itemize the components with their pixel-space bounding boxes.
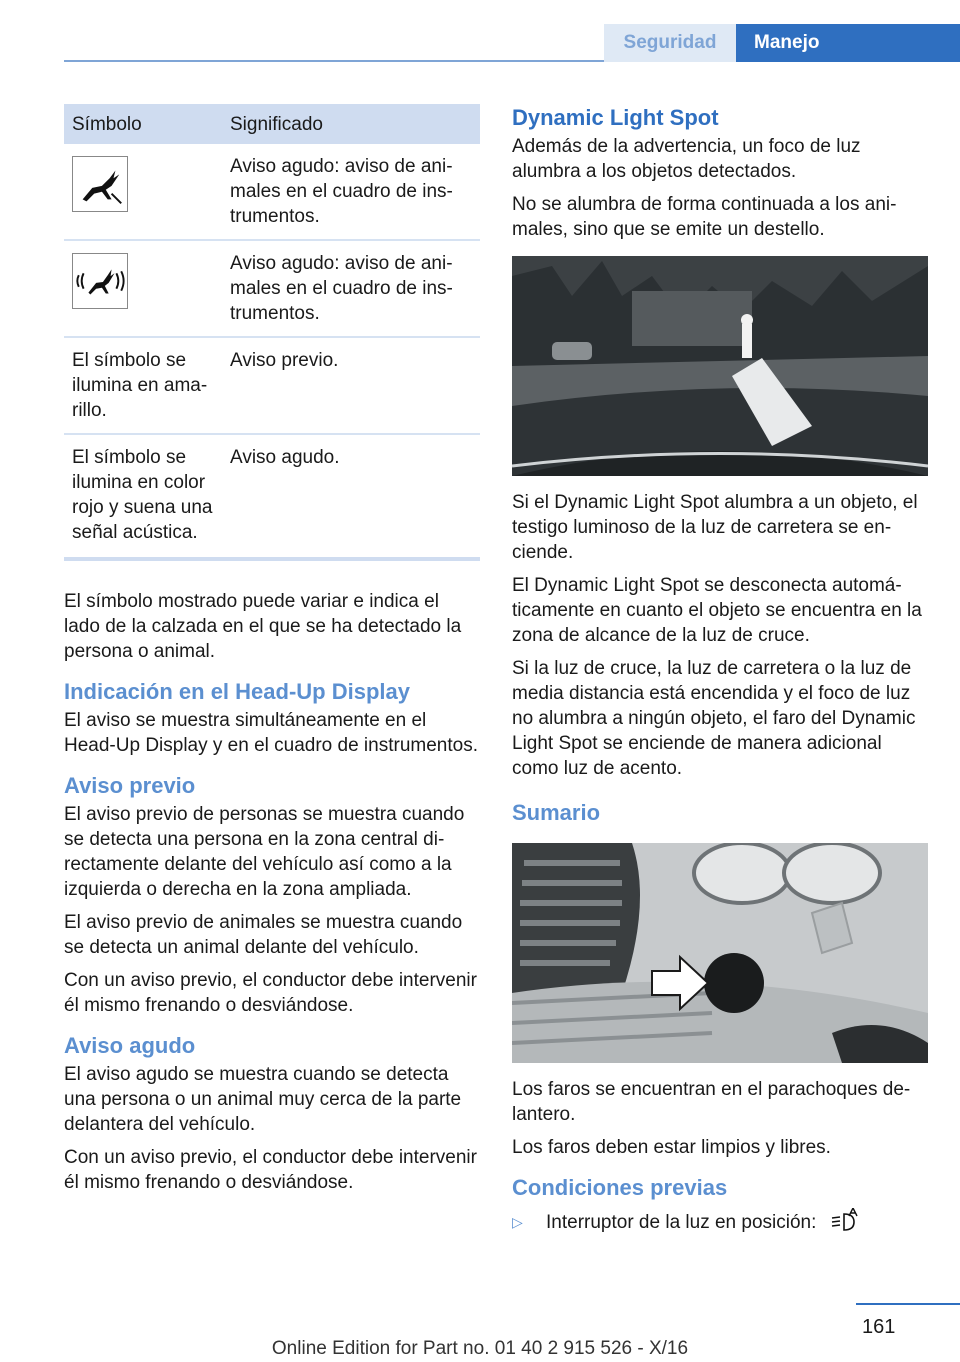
paragraph: Los faros deben estar limpios y libres.: [512, 1137, 831, 1158]
list-item-text: [546, 1208, 862, 1235]
paragraph: Con un aviso previo, el conductor debe intervenir él mismo frenando o desviándose.: [64, 1147, 477, 1193]
deer-warning-icon: [72, 156, 128, 212]
col-header-meaning: Significado: [222, 104, 480, 144]
meaning-cell: Aviso agudo: aviso de animales en el cuadro de instrumentos.: [222, 144, 480, 240]
triangle-bullet-icon: ▷: [512, 1214, 523, 1230]
symbol-cell: El símbolo se ilumina en amarillo.: [64, 337, 222, 434]
paragraph: No se alumbra de forma continuada a los animales, sino que se emite un destello.: [512, 194, 897, 240]
paragraph: Si el Dynamic Light Spot alumbra a un objeto, el testigo luminoso de la luz de carretera se enciende.: [512, 492, 918, 563]
paragraph: Si la luz de cruce, la luz de carretera o la luz de media distancia está encendida y el foco de luz no alumbra a ningún objeto, el faro del Dynamic Light Spot se enciende de manera adicional como luz de acento.: [512, 658, 916, 779]
table-header-row: [64, 104, 480, 144]
meaning-cell: Aviso agudo: aviso de animales en el cuadro de instrumentos.: [222, 240, 480, 337]
dynamic-light-spot-illustration: [512, 256, 928, 476]
paragraph: El aviso se muestra simultáneamente en el Head-Up Display y en el cuadro de instrumentos.: [64, 710, 478, 756]
table-row: [64, 240, 480, 337]
left-column: [64, 104, 480, 1203]
symbol-cell: El símbolo se ilumina en color rojo y suena una señal acústica.: [64, 434, 222, 559]
paragraph: Con un aviso previo, el conductor debe intervenir él mismo frenando o desviándose.: [64, 970, 477, 1016]
list-item: [512, 1208, 928, 1235]
paragraph: El aviso agudo se muestra cuando se detecta una persona o un animal muy cerca de la parte delantera del vehículo.: [64, 1064, 462, 1135]
header-tab-chapter[interactable]: Manejo: [736, 24, 960, 62]
heading-summary: Sumario: [512, 800, 601, 825]
footer-edition: Online Edition for Part no. 01 40 2 915 526 - X/16: [271, 1338, 689, 1359]
deer-sound-warning-icon: [72, 253, 128, 309]
paragraph: Además de la advertencia, un foco de luz alumbra a los objetos detectados.: [512, 136, 861, 182]
front-bumper-headlight-illustration: [512, 843, 928, 1063]
table-row: [64, 337, 480, 434]
heading-acute-warning: Aviso agudo: [64, 1033, 196, 1058]
paragraph: El símbolo mostrado puede variar e indica el lado de la calzada en el que se ha detectado la persona o animal.: [64, 591, 462, 662]
symbol-cell: [64, 144, 222, 240]
page-number-rule: [856, 1303, 960, 1305]
right-column: [512, 104, 928, 1235]
table-row: [64, 434, 480, 559]
paragraph: El aviso previo de animales se muestra cuando se detecta un animal delante del vehículo.: [64, 912, 463, 958]
heading-prerequisites: Condiciones previas: [512, 1175, 728, 1200]
heading-dynamic-light-spot: Dynamic Light Spot: [512, 105, 719, 130]
paragraph: Los faros se encuentran en el parachoques delantero.: [512, 1079, 911, 1125]
page-number: 161: [862, 1316, 896, 1338]
symbol-table: [64, 104, 480, 561]
meaning-cell: Aviso agudo.: [222, 434, 480, 559]
meaning-cell: Aviso previo.: [222, 337, 480, 434]
light-switch-auto-icon: [828, 1208, 862, 1232]
heading-prewarning: Aviso previo: [64, 773, 196, 798]
header-tab-section[interactable]: Seguridad: [604, 24, 736, 62]
symbol-cell: [64, 240, 222, 337]
table-row: [64, 144, 480, 240]
col-header-symbol: Símbolo: [64, 104, 222, 144]
heading-hud: Indicación en el Head-Up Display: [64, 679, 410, 704]
paragraph: El Dynamic Light Spot se desconecta automáticamente en cuanto el objeto se encuentra en la zona de alcance de la luz de cruce.: [512, 575, 922, 646]
paragraph: El aviso previo de personas se muestra cuando se detecta una persona en la zona central directamente delante del vehículo así como a la izquierda o derecha en la zona ampliada.: [64, 804, 465, 900]
list-item-label: Interruptor de la luz en posición:: [546, 1212, 817, 1233]
